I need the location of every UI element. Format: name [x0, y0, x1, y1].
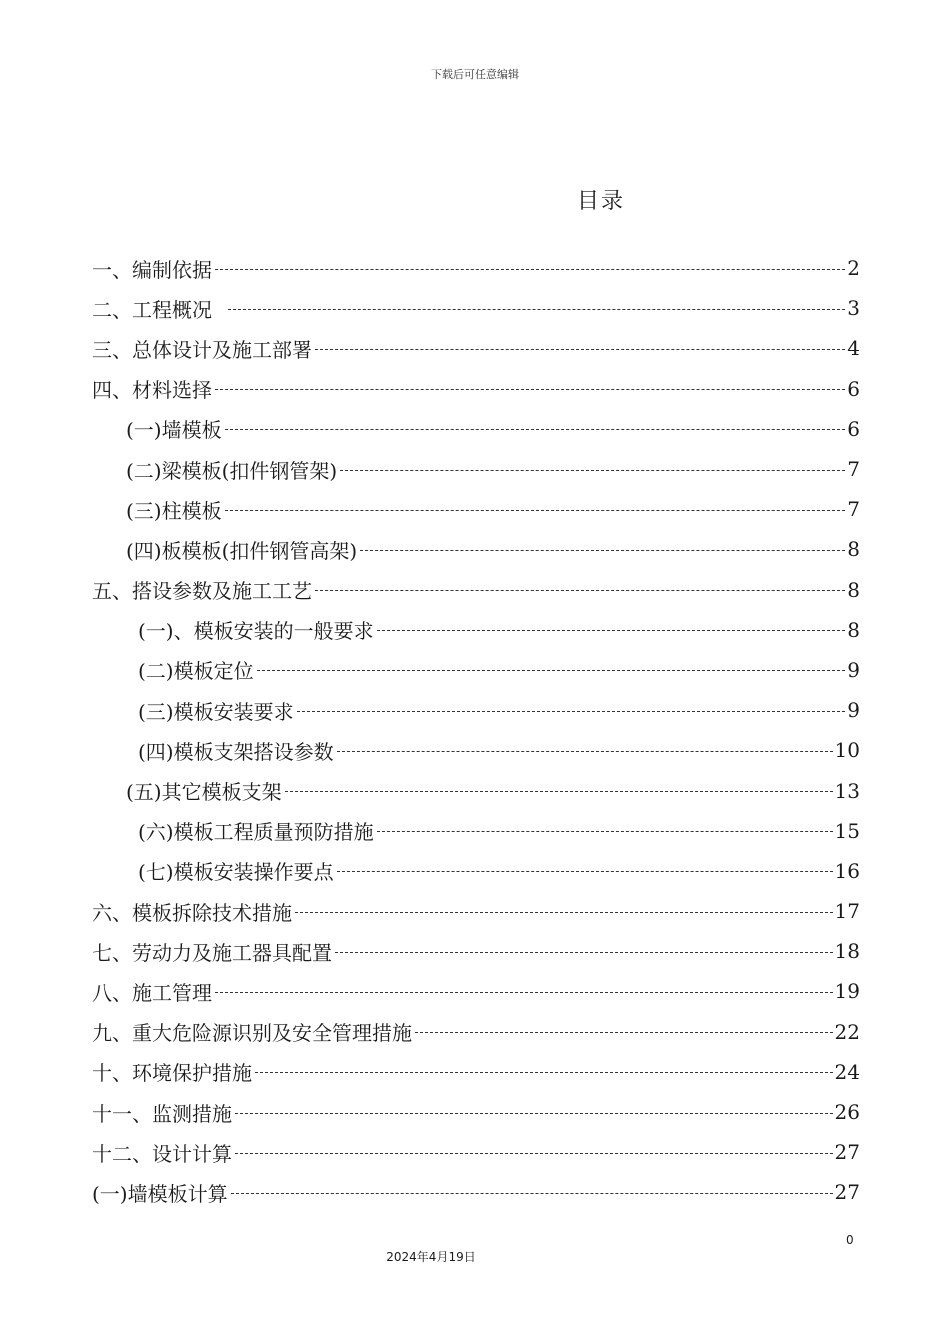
toc-entry-label: 六、模板拆除技术措施	[92, 900, 292, 925]
toc-entry-label: 十二、设计计算	[92, 1141, 232, 1166]
toc-entry-page: 22	[834, 1019, 860, 1044]
toc-entry-label: (四)模板支架搭设参数	[138, 739, 334, 764]
toc-entry-label: (一)墙模板	[126, 418, 222, 443]
toc-entry[interactable]	[92, 931, 860, 971]
toc-entry[interactable]	[92, 449, 860, 489]
toc-entry-page: 3	[847, 296, 860, 321]
toc-leader-line	[235, 1153, 833, 1154]
toc-entry-label: (二)模板定位	[138, 659, 254, 684]
toc-entry-label: (三)柱模板	[126, 498, 222, 523]
toc-title: 目录	[576, 189, 625, 214]
toc-entry[interactable]	[92, 570, 860, 610]
toc-entry-label: (二)梁模板(扣件钢管架)	[126, 458, 338, 483]
toc-leader-line	[337, 751, 833, 752]
toc-entry-page: 24	[834, 1059, 860, 1084]
toc-leader-line	[215, 992, 833, 993]
footer-date: 2024年4月19日	[386, 1250, 476, 1264]
toc-entry-page: 8	[847, 577, 860, 602]
toc-entry-page: 27	[834, 1180, 860, 1205]
toc-entry-label: (五)其它模板支架	[126, 780, 282, 805]
toc-entry-page: 9	[847, 657, 860, 682]
toc-leader-line	[285, 791, 833, 792]
toc-entry-page: 16	[834, 858, 860, 883]
toc-entry[interactable]	[92, 369, 860, 409]
toc-leader-line	[255, 1072, 833, 1073]
toc-entry-page: 6	[847, 376, 860, 401]
toc-entry[interactable]	[92, 1052, 860, 1092]
toc-entry-label: 三、总体设计及施工部署	[92, 337, 312, 362]
toc-entry[interactable]	[92, 288, 860, 328]
toc-leader-line	[377, 831, 833, 832]
toc-leader-line	[337, 871, 833, 872]
header-note: 下载后可任意编辑	[431, 68, 519, 81]
toc-leader-line	[295, 912, 833, 913]
toc-leader-line	[257, 670, 846, 671]
toc-entry[interactable]	[92, 248, 860, 288]
toc-entry-label: 八、施工管理	[92, 980, 212, 1005]
toc-leader-line	[360, 550, 845, 551]
toc-entry[interactable]	[92, 650, 860, 690]
toc-leader-line	[415, 1032, 833, 1033]
toc-entry-page: 17	[834, 899, 860, 924]
toc-entry-label: 九、重大危险源识别及安全管理措施	[92, 1021, 412, 1046]
toc-entry-label: 四、材料选择	[92, 378, 212, 403]
toc-leader-line	[215, 389, 845, 390]
toc-entry-page: 7	[847, 457, 860, 482]
toc-entry-label: 二、工程概况	[92, 297, 225, 322]
toc-entry[interactable]	[92, 971, 860, 1011]
toc-entry-page: 2	[847, 256, 860, 281]
toc-entry-label: 十、环境保护措施	[92, 1061, 252, 1086]
toc-entry[interactable]	[92, 529, 860, 569]
toc-entry-page: 18	[834, 939, 860, 964]
toc-entry-label: (一)、模板安装的一般要求	[138, 619, 374, 644]
toc-entry[interactable]	[92, 811, 860, 851]
toc-leader-line	[315, 349, 845, 350]
toc-entry-page: 8	[847, 617, 860, 642]
toc-leader-line	[315, 590, 845, 591]
toc-entry[interactable]	[92, 891, 860, 931]
toc-entry-page: 6	[847, 416, 860, 441]
toc-entry-label: 七、劳动力及施工器具配置	[92, 940, 332, 965]
toc-leader-line	[225, 510, 846, 511]
toc-leader-line	[377, 630, 846, 631]
toc-entry-page: 8	[847, 537, 860, 562]
toc-entry[interactable]	[92, 1092, 860, 1132]
toc-entry[interactable]	[92, 610, 860, 650]
toc-entry-page: 13	[834, 778, 860, 803]
toc-entry[interactable]	[92, 1132, 860, 1172]
toc-entry[interactable]	[92, 770, 860, 810]
toc-entry[interactable]	[92, 690, 860, 730]
toc-entry-label: (七)模板安装操作要点	[138, 860, 334, 885]
toc-entry-label: 十一、监测措施	[92, 1101, 232, 1126]
toc-entry[interactable]	[92, 1172, 860, 1212]
page-number: 0	[846, 1233, 854, 1247]
toc-entry-page: 26	[834, 1100, 860, 1125]
toc-leader-line	[340, 470, 845, 471]
toc-entry-page: 27	[834, 1140, 860, 1165]
toc-entry[interactable]	[92, 489, 860, 529]
toc-entry[interactable]	[92, 851, 860, 891]
toc-entry[interactable]	[92, 730, 860, 770]
toc-leader-line	[235, 1113, 833, 1114]
table-of-contents	[92, 248, 860, 1213]
toc-entry-label: 五、搭设参数及施工工艺	[92, 579, 312, 604]
toc-entry-label: (四)板模板(扣件钢管高架)	[126, 538, 358, 563]
toc-entry[interactable]	[92, 1012, 860, 1052]
toc-entry-label: (三)模板安装要求	[138, 699, 294, 724]
toc-entry[interactable]	[92, 328, 860, 368]
toc-leader-line	[225, 429, 846, 430]
toc-entry-page: 4	[847, 336, 860, 361]
toc-entry-label: (六)模板工程质量预防措施	[138, 820, 374, 845]
toc-entry-page: 7	[847, 497, 860, 522]
toc-leader-line	[297, 711, 846, 712]
toc-entry-page: 10	[834, 738, 860, 763]
toc-leader-line	[215, 269, 845, 270]
toc-entry-label: 一、编制依据	[92, 257, 212, 282]
toc-entry-label: (一)墙模板计算	[92, 1181, 228, 1206]
toc-entry-page: 19	[834, 979, 860, 1004]
toc-entry-page: 9	[847, 698, 860, 723]
toc-entry-page: 15	[834, 818, 860, 843]
toc-leader-line	[335, 952, 833, 953]
toc-leader-line	[228, 309, 846, 310]
toc-entry[interactable]	[92, 409, 860, 449]
toc-leader-line	[231, 1193, 833, 1194]
